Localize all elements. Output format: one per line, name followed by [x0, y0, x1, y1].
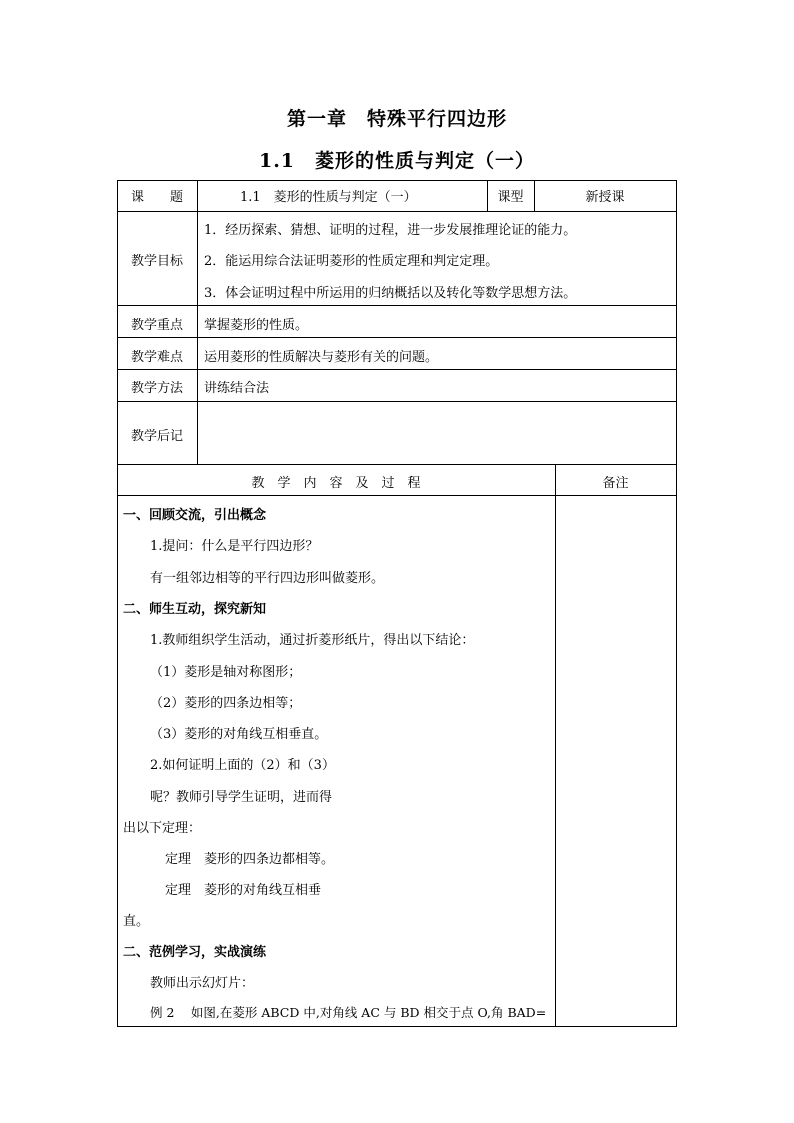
notes-header: 备注: [602, 476, 629, 491]
table-line: [197, 180, 198, 465]
theorem-line: 定理 菱形的对角线互相垂: [165, 883, 322, 898]
chapter-title: 第一章 特殊平行四边形: [286, 108, 507, 130]
reflection-label: 教学后记: [130, 429, 183, 444]
content-line: 1.教师组织学生活动，通过折菱形纸片，得出以下结论：: [150, 633, 475, 648]
content-line: （2）菱形的四条边相等；: [150, 696, 302, 711]
lesson-type-label: 课型: [497, 190, 524, 205]
content-line: 2.如何证明上面的（2）和（3）: [150, 758, 335, 773]
theorem-line: 定理 菱形的四条边都相等。: [165, 852, 335, 867]
table-line: [117, 1026, 677, 1027]
lesson-type-value: 新授课: [585, 190, 625, 205]
table-line: [117, 401, 677, 402]
table-line: [117, 495, 677, 496]
goal-item: 2．能运用综合法证明菱形的性质定理和判定定理。: [204, 254, 499, 269]
table-line: [117, 369, 677, 370]
method-value: 讲练结合法: [204, 381, 270, 396]
table-line: [117, 211, 677, 212]
table-line: [117, 464, 677, 465]
example-line: 例 2 如图,在菱形 ABCD 中,对角线 AC 与 BD 相交于点 O,角 BAD=: [150, 1005, 547, 1020]
key-point-value: 掌握菱形的性质。: [204, 318, 309, 333]
topic-label: 课 题: [130, 190, 183, 205]
content-line: 出以下定理：: [123, 821, 202, 836]
table-line: [117, 337, 677, 338]
lesson-title: 1.1 菱形的性质与判定（一）: [258, 150, 536, 172]
goal-item: 3．体会证明过程中所运用的归纳概括以及转化等数学思想方法。: [204, 286, 577, 301]
section-heading: 一、回顾交流，引出概念: [123, 508, 267, 523]
table-line: [676, 180, 677, 1027]
content-line: 直。: [123, 914, 150, 929]
difficulty-label: 教学难点: [130, 350, 183, 365]
table-line: [117, 180, 677, 181]
process-header: 教 学 内 容 及 过 程: [251, 476, 421, 491]
method-label: 教学方法: [130, 381, 183, 396]
content-line: 教师出示幻灯片：: [150, 976, 255, 991]
goal-item: 1．经历探索、猜想、证明的过程，进一步发展推理论证的能力。: [204, 223, 577, 238]
table-line: [117, 180, 118, 1027]
table-line: [555, 464, 556, 1027]
section-heading: 二、师生互动，探究新知: [123, 602, 267, 617]
content-line: 呢？教师引导学生证明，进而得: [150, 790, 333, 805]
content-line: （3）菱形的对角线互相垂直。: [150, 727, 328, 742]
difficulty-value: 运用菱形的性质解决与菱形有关的问题。: [204, 350, 439, 365]
key-point-label: 教学重点: [130, 318, 183, 333]
table-line: [117, 305, 677, 306]
content-line: 有一组邻边相等的平行四边形叫做菱形。: [150, 571, 385, 586]
section-heading: 二、范例学习，实战演练: [123, 945, 267, 960]
content-line: （1）菱形是轴对称图形；: [150, 665, 302, 680]
goals-label: 教学目标: [130, 254, 183, 269]
topic-value: 1.1 菱形的性质与判定（一）: [240, 190, 417, 205]
content-line: 1.提问：什么是平行四边形？: [150, 539, 319, 554]
